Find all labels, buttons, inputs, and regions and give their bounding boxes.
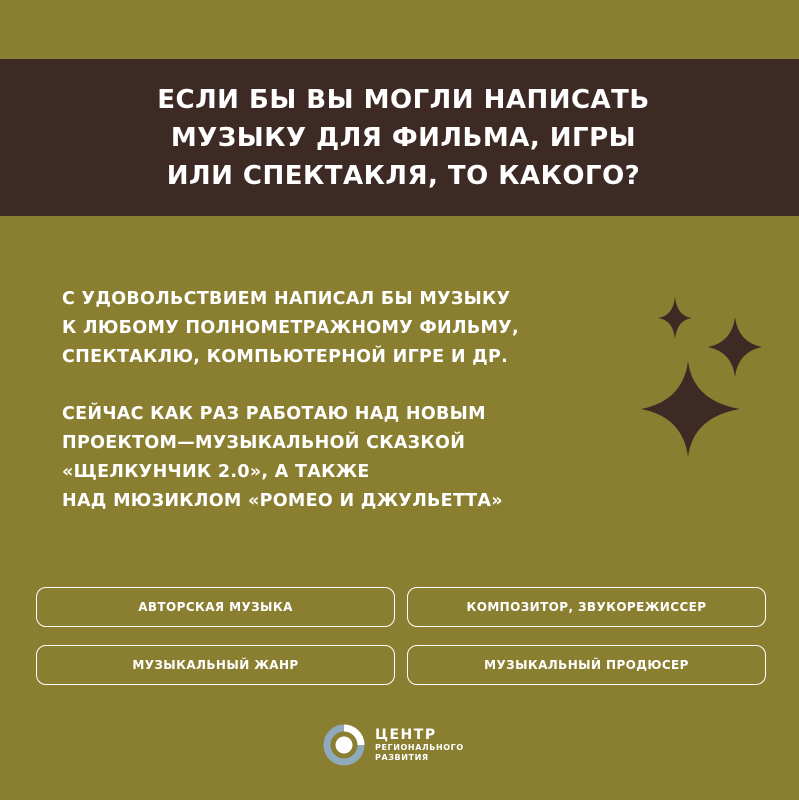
tag-music-producer: МУЗЫКАЛЬНЫЙ ПРОДЮСЕР	[407, 645, 766, 685]
question-title: ЕСЛИ БЫ ВЫ МОГЛИ НАПИСАТЬ МУЗЫКУ ДЛЯ ФИЛЬМА, ИГРЫ ИЛИ СПЕКТАКЛЯ, ТО КАКОГО?	[157, 84, 650, 191]
logo-text	[375, 728, 464, 763]
tag-author-music: АВТОРСКАЯ МУЗЫКА	[36, 587, 395, 627]
medium-sparkle-icon	[708, 317, 762, 377]
question-banner	[0, 59, 799, 216]
tag-music-genre: МУЗЫКАЛЬНЫЙ ЖАНР	[36, 645, 395, 685]
tag-composer-sound-engineer: КОМПОЗИТОР, ЗВУКОРЕЖИССЕР	[407, 587, 766, 627]
sparkle-stars-icon	[640, 295, 770, 465]
answer-paragraph-2: СЕЙЧАС КАК РАЗ РАБОТАЮ НАД НОВЫМ ПРОЕКТОМ—МУЗЫКАЛЬНОЙ СКАЗКОЙ «ЩЕЛКУНЧИК 2.0», А ТАКЖЕ НАД МЮЗИКЛОМ «РОМЕО И ДЖУЛЬЕТТА»	[62, 404, 503, 511]
ring-logo-icon	[322, 723, 366, 767]
answer-paragraph-1: С УДОВОЛЬСТВИЕМ НАПИСАЛ БЫ МУЗЫКУ К ЛЮБОМУ ПОЛНОМЕТРАЖНОМУ ФИЛЬМУ, СПЕКТАКЛЮ, КОМПЬЮТЕРНОЙ ИГРЕ И ДР.	[62, 289, 519, 367]
logo-line-1: ЦЕНТР	[375, 726, 437, 743]
large-sparkle-icon	[641, 361, 740, 457]
tag-list	[36, 587, 766, 685]
logo-line-2: РЕГИОНАЛЬНОГО	[375, 742, 464, 752]
logo	[322, 723, 464, 767]
logo-line-3: РАЗВИТИЯ	[375, 752, 429, 762]
small-sparkle-icon	[658, 297, 692, 339]
